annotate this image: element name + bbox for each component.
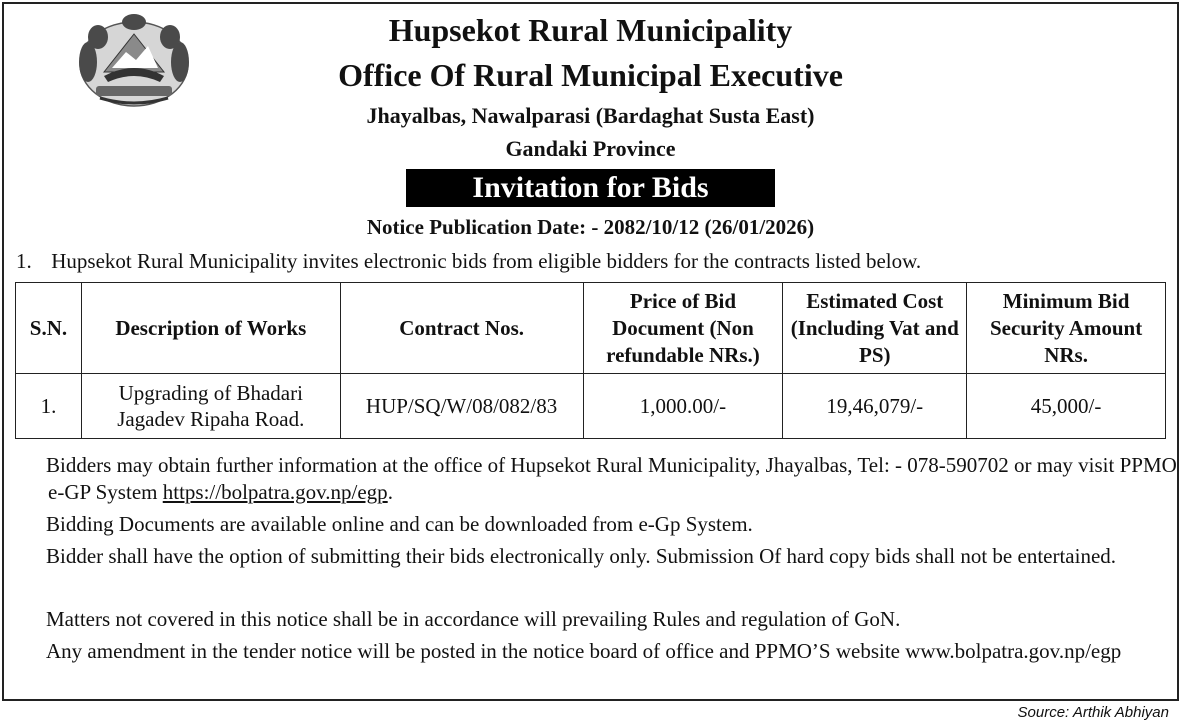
item-text: Hupsekot Rural Municipality invites electronic bids from eligible bidders for the contracts listed below. (51, 249, 922, 273)
item-number (16, 543, 46, 570)
invitation-banner: Invitation for Bids (406, 169, 775, 207)
col-sn: S.N. (16, 283, 82, 374)
source-credit: Source: Arthik Abhiyan (1017, 704, 1169, 721)
table-header-row (16, 283, 1166, 374)
egp-link[interactable]: https://bolpatra.gov.np/egp (162, 480, 388, 504)
notice-item-5 (16, 606, 1181, 633)
cell-estimated-cost: 19,46,079/- (783, 374, 967, 439)
publication-date: Notice Publication Date: - 2082/10/12 (26/01/2026) (366, 215, 815, 239)
item-text-end: . (387, 480, 393, 504)
province-line: Gandaki Province (505, 136, 676, 161)
item-text: Bidders may obtain further information at the office of Hupsekot Rural Municipality, Jhayalbas, Tel: - 078-590702 or may visit PPMO e-GP System (46, 453, 1177, 504)
notice-item-4 (16, 543, 1181, 570)
table-row (16, 374, 1166, 439)
item-text: Matters not covered in this notice shall be in accordance will prevailing Rules and regulation of GoN. (46, 607, 901, 631)
col-estimated-cost: Estimated Cost (Including Vat and PS) (783, 283, 967, 374)
office-title: Office Of Rural Municipal Executive (338, 57, 843, 93)
col-contract: Contract Nos. (340, 283, 583, 374)
item-text: Bidder shall have the option of submitting their bids electronically only. Submission Of hard copy bids shall not be entertained. (46, 544, 1117, 568)
notice-item-3 (16, 511, 1181, 538)
notice-item-1 (16, 248, 1166, 275)
item-number (16, 452, 46, 479)
item-number: 1. (16, 249, 32, 273)
cell-price: 1,000.00/- (583, 374, 783, 439)
col-bid-security: Minimum Bid Security Amount NRs. (967, 283, 1166, 374)
address-line: Jhayalbas, Nawalparasi (Bardaghat Susta East) (366, 103, 815, 128)
item-number (16, 606, 46, 633)
cell-bid-security: 45,000/- (967, 374, 1166, 439)
col-price: Price of Bid Document (Non refundable NRs.) (583, 283, 783, 374)
cell-contract: HUP/SQ/W/08/082/83 (340, 374, 583, 439)
item-number (16, 511, 46, 538)
item-number (16, 638, 46, 665)
notice-item-2 (16, 452, 1181, 506)
col-description: Description of Works (81, 283, 340, 374)
notice-item-6 (16, 638, 1181, 665)
item-text: Bidding Documents are available online and can be downloaded from e-Gp System. (46, 512, 753, 536)
cell-description: Upgrading of Bhadari Jagadev Ripaha Road. (81, 374, 340, 439)
cell-sn: 1. (16, 374, 82, 439)
contracts-table (15, 282, 1166, 439)
item-text: Any amendment in the tender notice will be posted in the notice board of office and PPMO’S website www.bolpatra.gov.np/egp (46, 639, 1122, 663)
municipality-title: Hupsekot Rural Municipality (388, 12, 793, 48)
